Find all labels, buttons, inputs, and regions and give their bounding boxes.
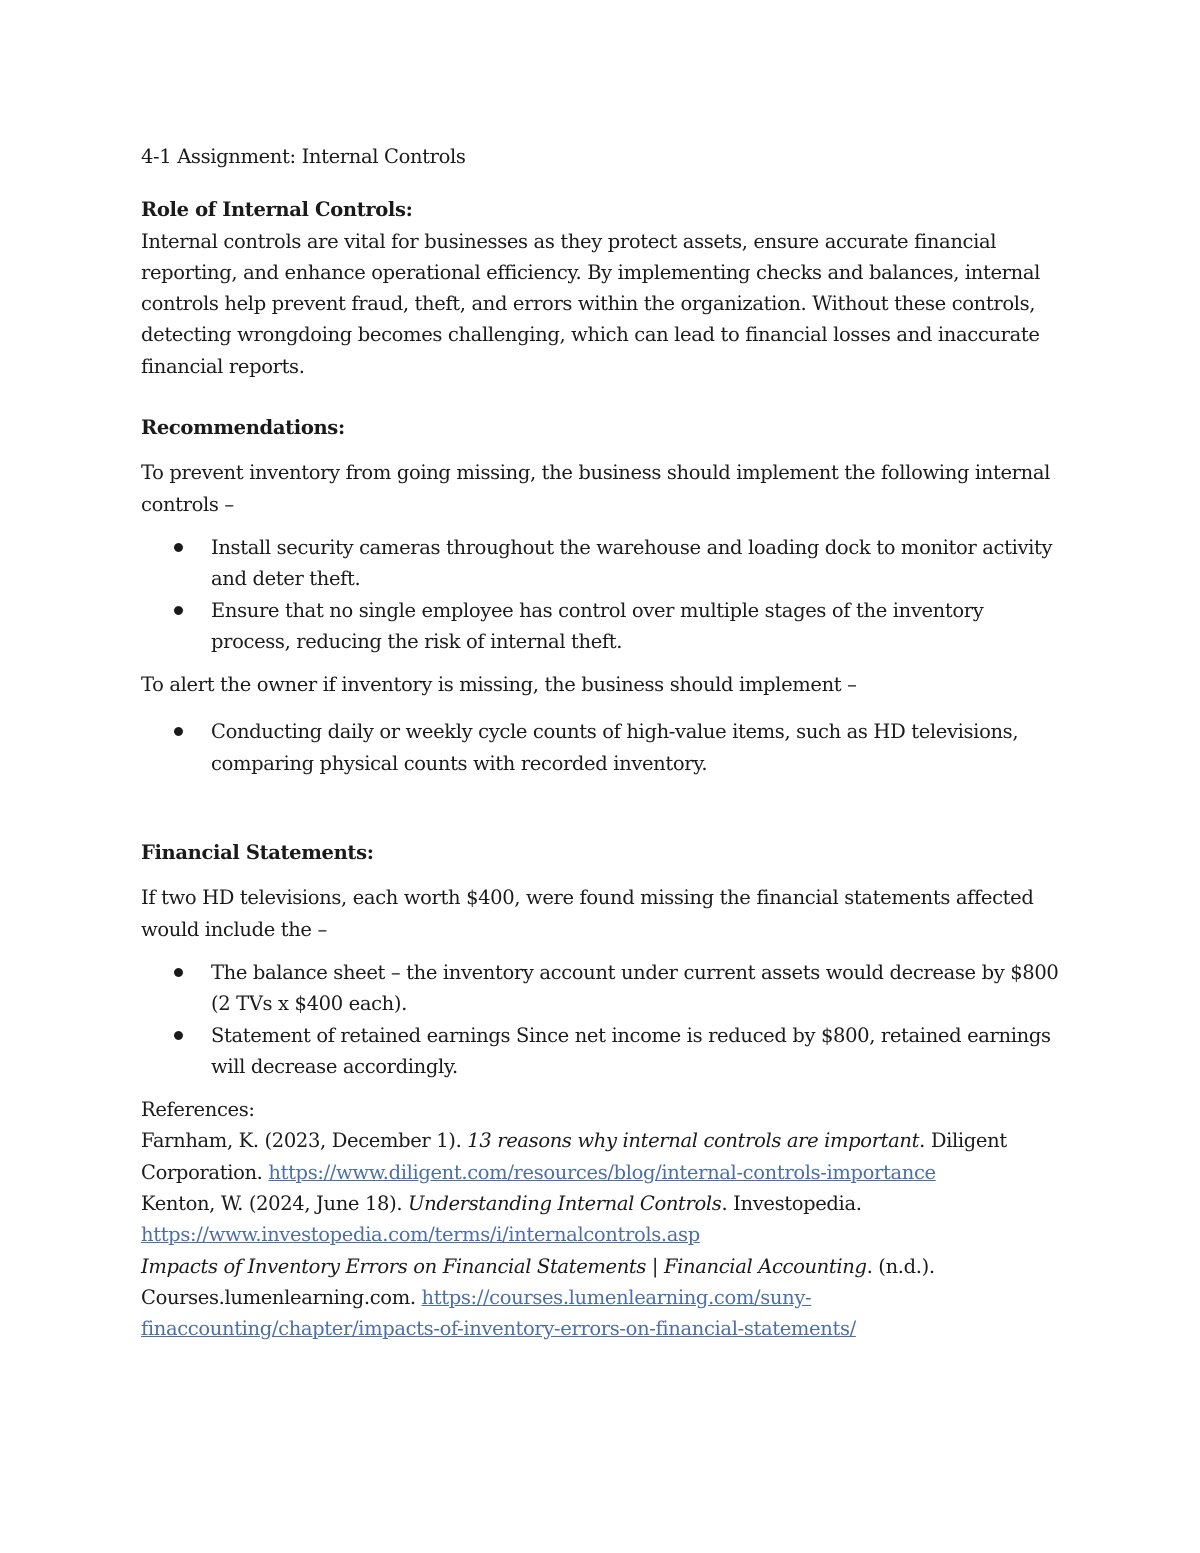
financial-effects-list (141, 957, 1061, 1082)
list-item-text: Install security cameras throughout the warehouse and loading dock to monitor activity and deter theft. (211, 535, 1053, 591)
bullet-icon (174, 1031, 183, 1040)
reference-prefix: Farnham, K. (2023, December 1). (141, 1129, 468, 1153)
reference-entry (141, 1125, 1061, 1188)
list-item (141, 1020, 1061, 1083)
reference-prefix: Kenton, W. (2024, June 18). (141, 1192, 409, 1216)
document-title: 4-1 Assignment: Internal Controls (141, 145, 466, 168)
role-body: Internal controls are vital for businesses as they protect assets, ensure accurate financial reporting, and enhance operational efficiency. By implementing checks and balances, internal controls help prevent fraud, theft, and errors within the organization. Without these controls, detecting wrongdoing becomes challenging, which can lead to financial losses and inaccurate financial reports. (141, 229, 1041, 378)
reference-suffix: . Diligent Corporation. (141, 1129, 1007, 1184)
list-item-text: Ensure that no single employee has control over multiple stages of the inventory process, reducing the risk of internal theft. (211, 598, 984, 653)
bullet-icon (174, 727, 183, 736)
reference-link[interactable]: https://courses.lumenlearning.com/suny-finaccounting/chapter/impacts-of-inventory-errors-on-financial-statements/ (141, 1285, 856, 1341)
list-item (141, 957, 1061, 1020)
recommendations-heading: Recommendations: (141, 416, 345, 440)
financial-intro: If two HD televisions, each worth $400, were found missing the financial statements affected would include the – (141, 886, 1034, 941)
bullet-icon (174, 543, 183, 552)
reference-link[interactable]: https://www.diligent.com/resources/blog/internal-controls-importance (268, 1160, 936, 1184)
list-item-text: Conducting daily or weekly cycle counts of high-value items, such as HD televisions, comparing physical counts with recorded inventory. (211, 720, 1019, 775)
list-item (141, 595, 1061, 658)
reference-suffix: . (n.d.). Courses.lumenlearning.com. (141, 1254, 935, 1309)
financial-heading: Financial Statements: (141, 841, 374, 865)
section-spacer (141, 791, 1061, 837)
document-page (141, 141, 1061, 1345)
role-heading: Role of Internal Controls: (141, 198, 413, 222)
list-item (141, 532, 1061, 595)
prevent-controls-list (141, 532, 1061, 657)
reference-entry (141, 1251, 1061, 1345)
reference-suffix: . Investopedia. (721, 1192, 862, 1216)
recommendations-intro-prevent: To prevent inventory from going missing, the business should implement the following internal controls – (141, 461, 1050, 516)
reference-entry (141, 1188, 1061, 1251)
recommendations-intro-alert: To alert the owner if inventory is missing, the business should implement – (141, 673, 857, 697)
bullet-icon (174, 606, 183, 615)
alert-controls-list (141, 716, 1061, 779)
reference-title: 13 reasons why internal controls are important (467, 1129, 920, 1153)
list-item (141, 716, 1061, 779)
bullet-icon (174, 968, 183, 977)
reference-title: Understanding Internal Controls (408, 1192, 722, 1216)
reference-link[interactable]: https://www.investopedia.com/terms/i/internalcontrols.asp (141, 1223, 700, 1247)
references-label: References: (141, 1098, 255, 1122)
reference-title: Impacts of Inventory Errors on Financial Statements | Financial Accounting (141, 1254, 867, 1278)
list-item-text: The balance sheet – the inventory account under current assets would decrease by $800 (2 TVs x $400 each). (211, 960, 1059, 1016)
list-item-text: Statement of retained earnings Since net income is reduced by $800, retained earnings will decrease accordingly. (211, 1023, 1051, 1078)
